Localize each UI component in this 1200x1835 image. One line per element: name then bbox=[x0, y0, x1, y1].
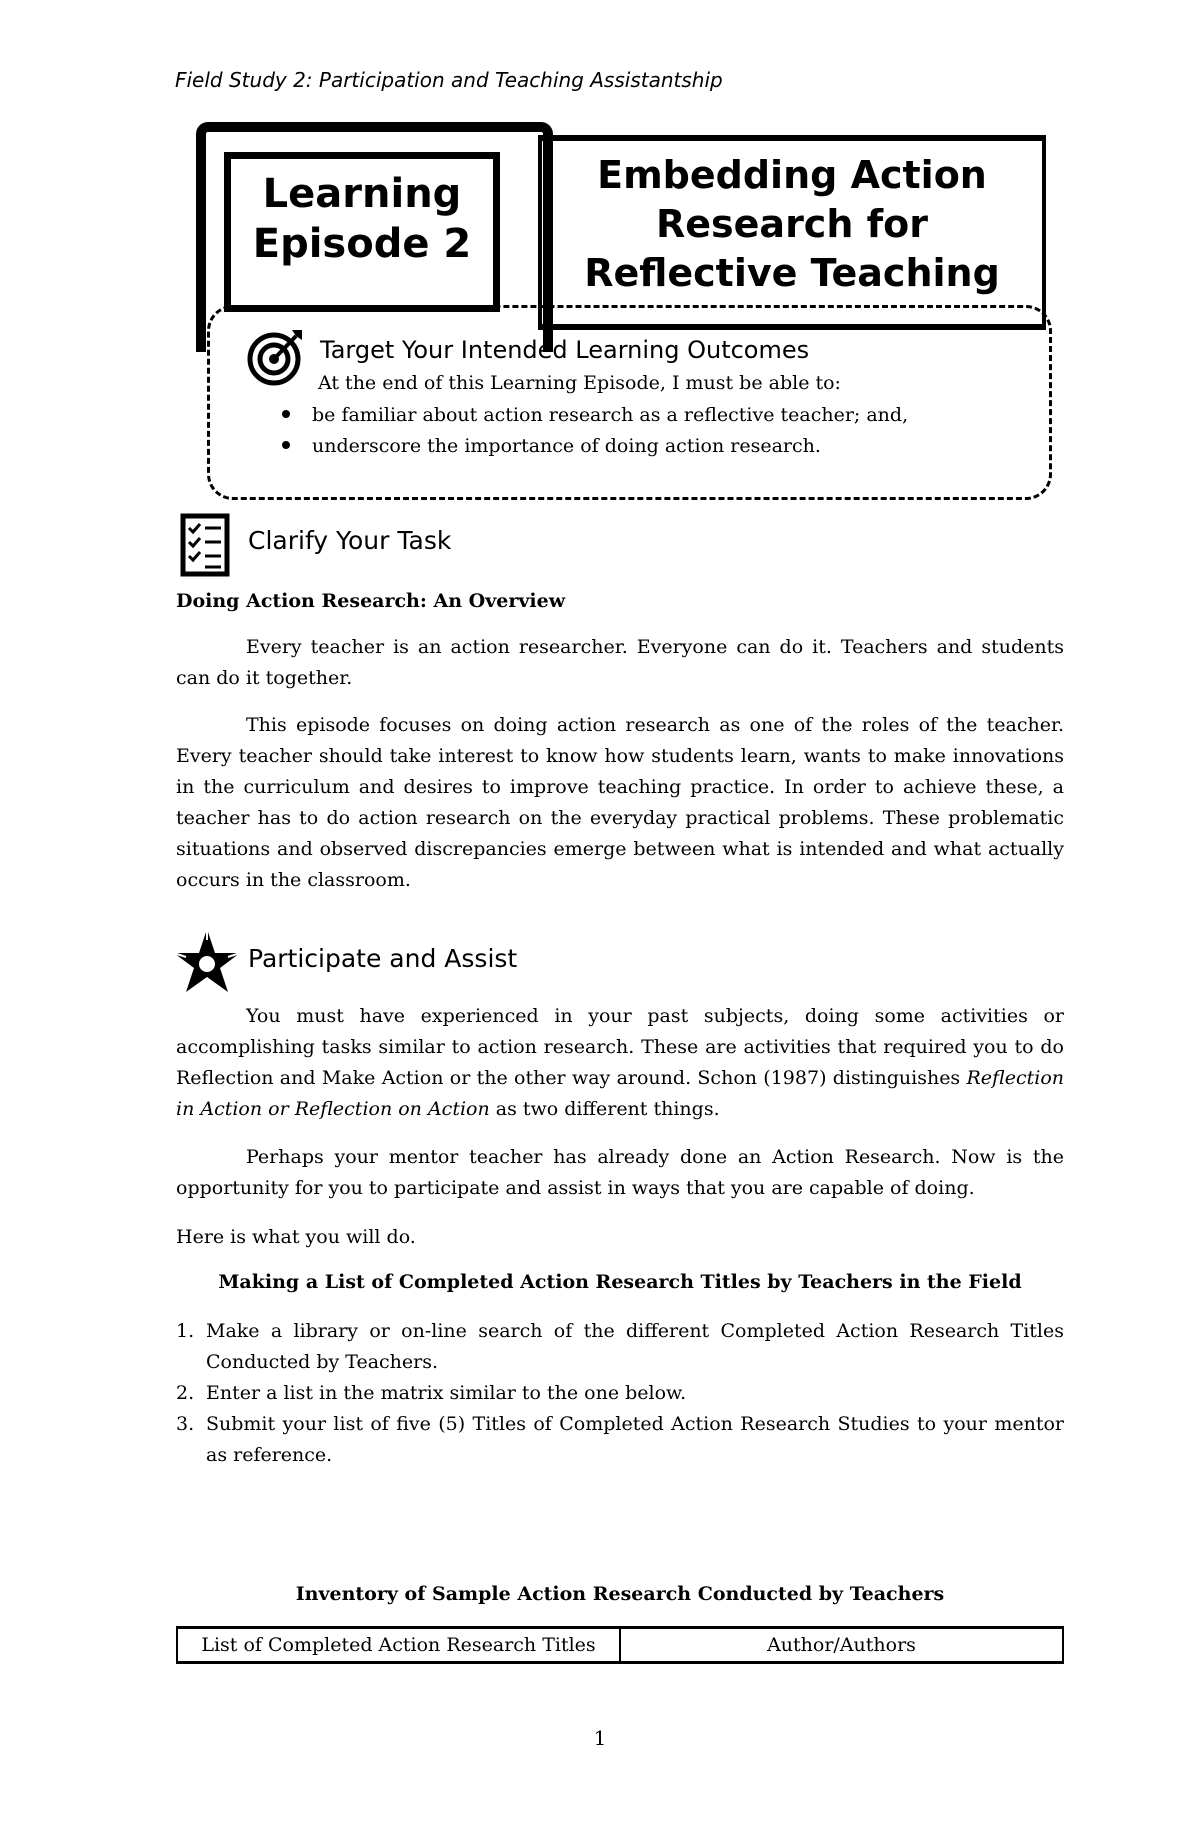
checklist-icon bbox=[180, 513, 230, 577]
running-header: Field Study 2: Participation and Teaching Assistantship bbox=[175, 68, 723, 92]
outcome-bullet: underscore the importance of doing action research. bbox=[282, 435, 821, 457]
clarify-paragraph-1: Every teacher is an action researcher. Everyone can do it. Teachers and students can do it together. bbox=[176, 636, 1064, 689]
participate-paragraph-3: Here is what you will do. bbox=[176, 1226, 416, 1248]
overview-heading: Doing Action Research: An Overview bbox=[176, 590, 566, 612]
steps-list bbox=[176, 1316, 1064, 1471]
participate-section-title: Participate and Assist bbox=[248, 944, 518, 973]
column-header-titles: List of Completed Action Research Titles bbox=[177, 1628, 620, 1663]
inventory-table bbox=[176, 1626, 1064, 1664]
list-item: 1. Make a library or on-line search of the different Completed Action Research Titles Conducted by Teachers. bbox=[176, 1320, 1064, 1373]
topic-title-box bbox=[538, 135, 1046, 330]
participate-paragraph-1: You must have experienced in your past subjects, doing some activities or accomplishing tasks similar to action research. These are activities that required you to do Reflection and Make Action or the other way around. Schon (1987) distinguishes Reflection in Action or Reflection on Action as two different things. bbox=[176, 1005, 1064, 1120]
topic-title-line1: Embedding Action bbox=[597, 153, 987, 197]
clarify-paragraph-2: This episode focuses on doing action research as one of the roles of the teacher. Every teacher should take interest to know how students learn, wants to make innovations in the curriculum and desires to improve teaching practice. In order to achieve these, a teacher has to do action research on the everyday practical problems. These problematic situations and observed discrepancies emerge between what is intended and what actually occurs in the classroom. bbox=[176, 714, 1064, 891]
list-heading: Making a List of Completed Action Research Titles by Teachers in the Field bbox=[218, 1271, 1022, 1293]
outcome-bullet: be familiar about action research as a reflective teacher; and, bbox=[282, 404, 908, 426]
topic-title-line2: Research for bbox=[656, 202, 928, 246]
list-item: 3. Submit your list of five (5) Titles of Completed Action Research Studies to your mentor as reference. bbox=[176, 1413, 1064, 1466]
participate-paragraph-2: Perhaps your mentor teacher has already done an Action Research. Now is the opportunity for you to participate and assist in ways that you are capable of doing. bbox=[176, 1146, 1064, 1199]
outcomes-box bbox=[207, 305, 1052, 500]
table-header-row bbox=[177, 1628, 1063, 1663]
list-item: 2. Enter a list in the matrix similar to the one below. bbox=[176, 1382, 687, 1404]
episode-title-box bbox=[224, 152, 500, 312]
outcomes-title: Target Your Intended Learning Outcomes bbox=[320, 336, 810, 364]
clarify-section-title: Clarify Your Task bbox=[248, 526, 452, 555]
topic-title-line3: Reflective Teaching bbox=[584, 251, 1000, 295]
episode-title-line2: Episode 2 bbox=[252, 221, 472, 267]
outcomes-intro: At the end of this Learning Episode, I must be able to: bbox=[318, 372, 841, 394]
hands-star-icon bbox=[172, 926, 242, 996]
page-number: 1 bbox=[593, 1726, 607, 1750]
target-icon bbox=[246, 326, 306, 386]
column-header-authors: Author/Authors bbox=[620, 1628, 1063, 1663]
table-caption: Inventory of Sample Action Research Conducted by Teachers bbox=[295, 1583, 945, 1605]
episode-title-line1: Learning bbox=[262, 171, 462, 217]
